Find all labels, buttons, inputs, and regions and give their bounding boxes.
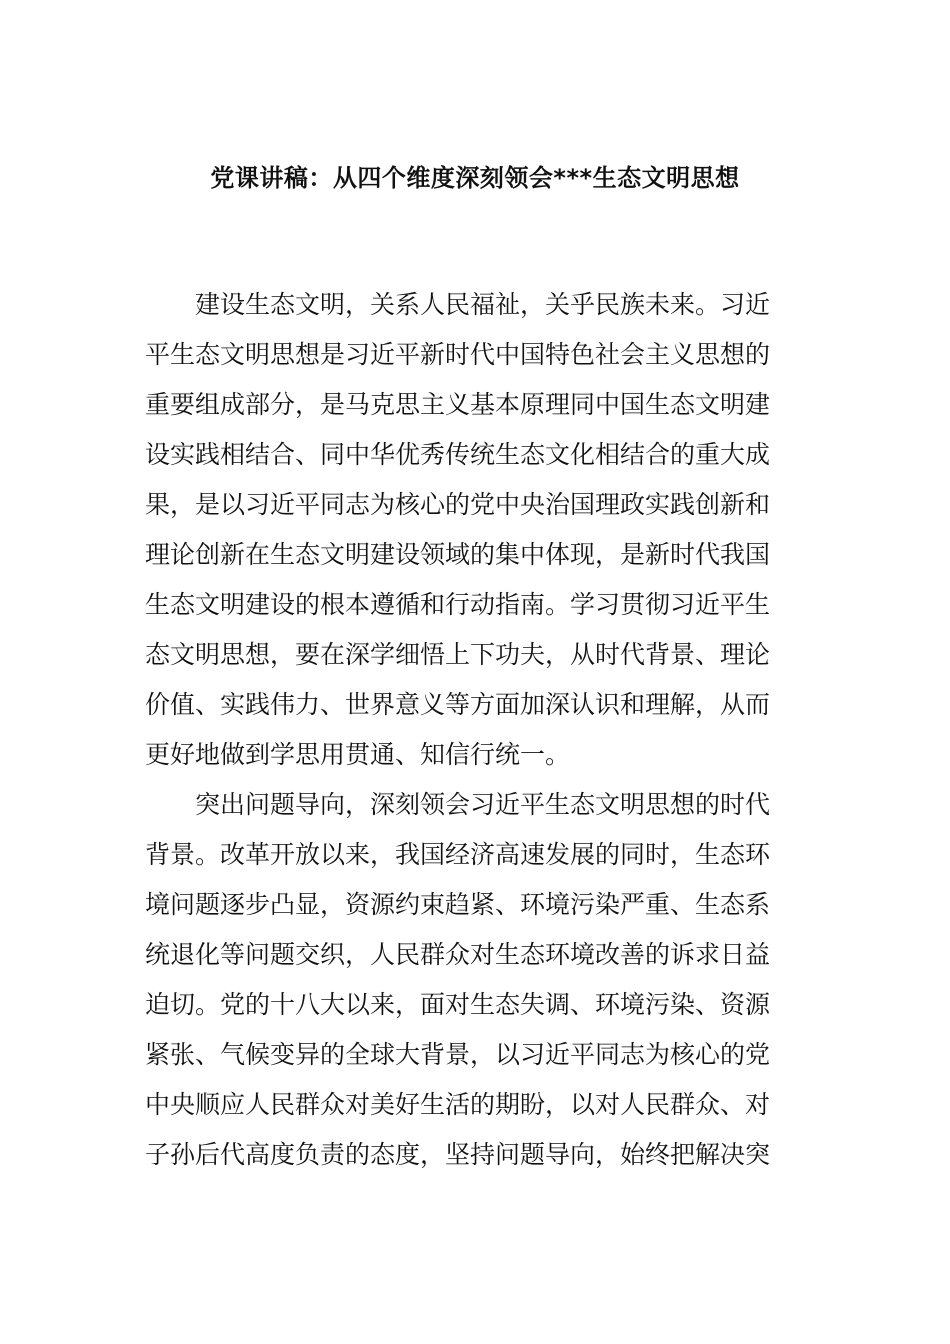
text-line: 突出问题导向，深刻领会习近平生态文明思想的时代 (195, 790, 771, 819)
text-line: 紧张、气候变异的全球大背景，以习近平同志为核心的党 (145, 1040, 771, 1069)
text-line: 设实践相结合、同中华优秀传统生态文化相结合的重大成 (145, 440, 771, 469)
document-body (145, 280, 810, 1180)
text-line: 更好地做到学思用贯通、知信行统一。 (145, 740, 571, 769)
paragraph-1 (145, 280, 810, 780)
text-line: 果，是以习近平同志为核心的党中央治国理政实践创新和 (145, 490, 771, 519)
text-line: 态文明思想，要在深学细悟上下功夫，从时代背景、理论 (145, 640, 771, 669)
text-line: 中央顺应人民群众对美好生活的期盼，以对人民群众、对 (145, 1090, 771, 1119)
text-line: 境问题逐步凸显，资源约束趋紧、环境污染严重、生态系 (145, 890, 771, 919)
document-title: 党课讲稿：从四个维度深刻领会***生态文明思想 (210, 164, 740, 192)
text-line: 价值、实践伟力、世界意义等方面加深认识和理解，从而 (145, 690, 771, 719)
text-line: 子孙后代高度负责的态度，坚持问题导向，始终把解决突 (145, 1140, 771, 1169)
text-line: 迫切。党的十八大以来，面对生态失调、环境污染、资源 (145, 990, 771, 1019)
text-line: 重要组成部分，是马克思主义基本原理同中国生态文明建 (145, 390, 771, 419)
text-line: 平生态文明思想是习近平新时代中国特色社会主义思想的 (145, 340, 771, 369)
paragraph-2 (145, 780, 810, 1180)
text-line: 生态文明建设的根本遵循和行动指南。学习贯彻习近平生 (145, 590, 771, 619)
text-line: 背景。改革开放以来，我国经济高速发展的同时，生态环 (145, 840, 771, 869)
text-line: 建设生态文明，关系人民福祉，关乎民族未来。习近 (195, 290, 771, 319)
text-line: 理论创新在生态文明建设领域的集中体现，是新时代我国 (145, 540, 771, 569)
text-line: 统退化等问题交织，人民群众对生态环境改善的诉求日益 (145, 940, 771, 969)
